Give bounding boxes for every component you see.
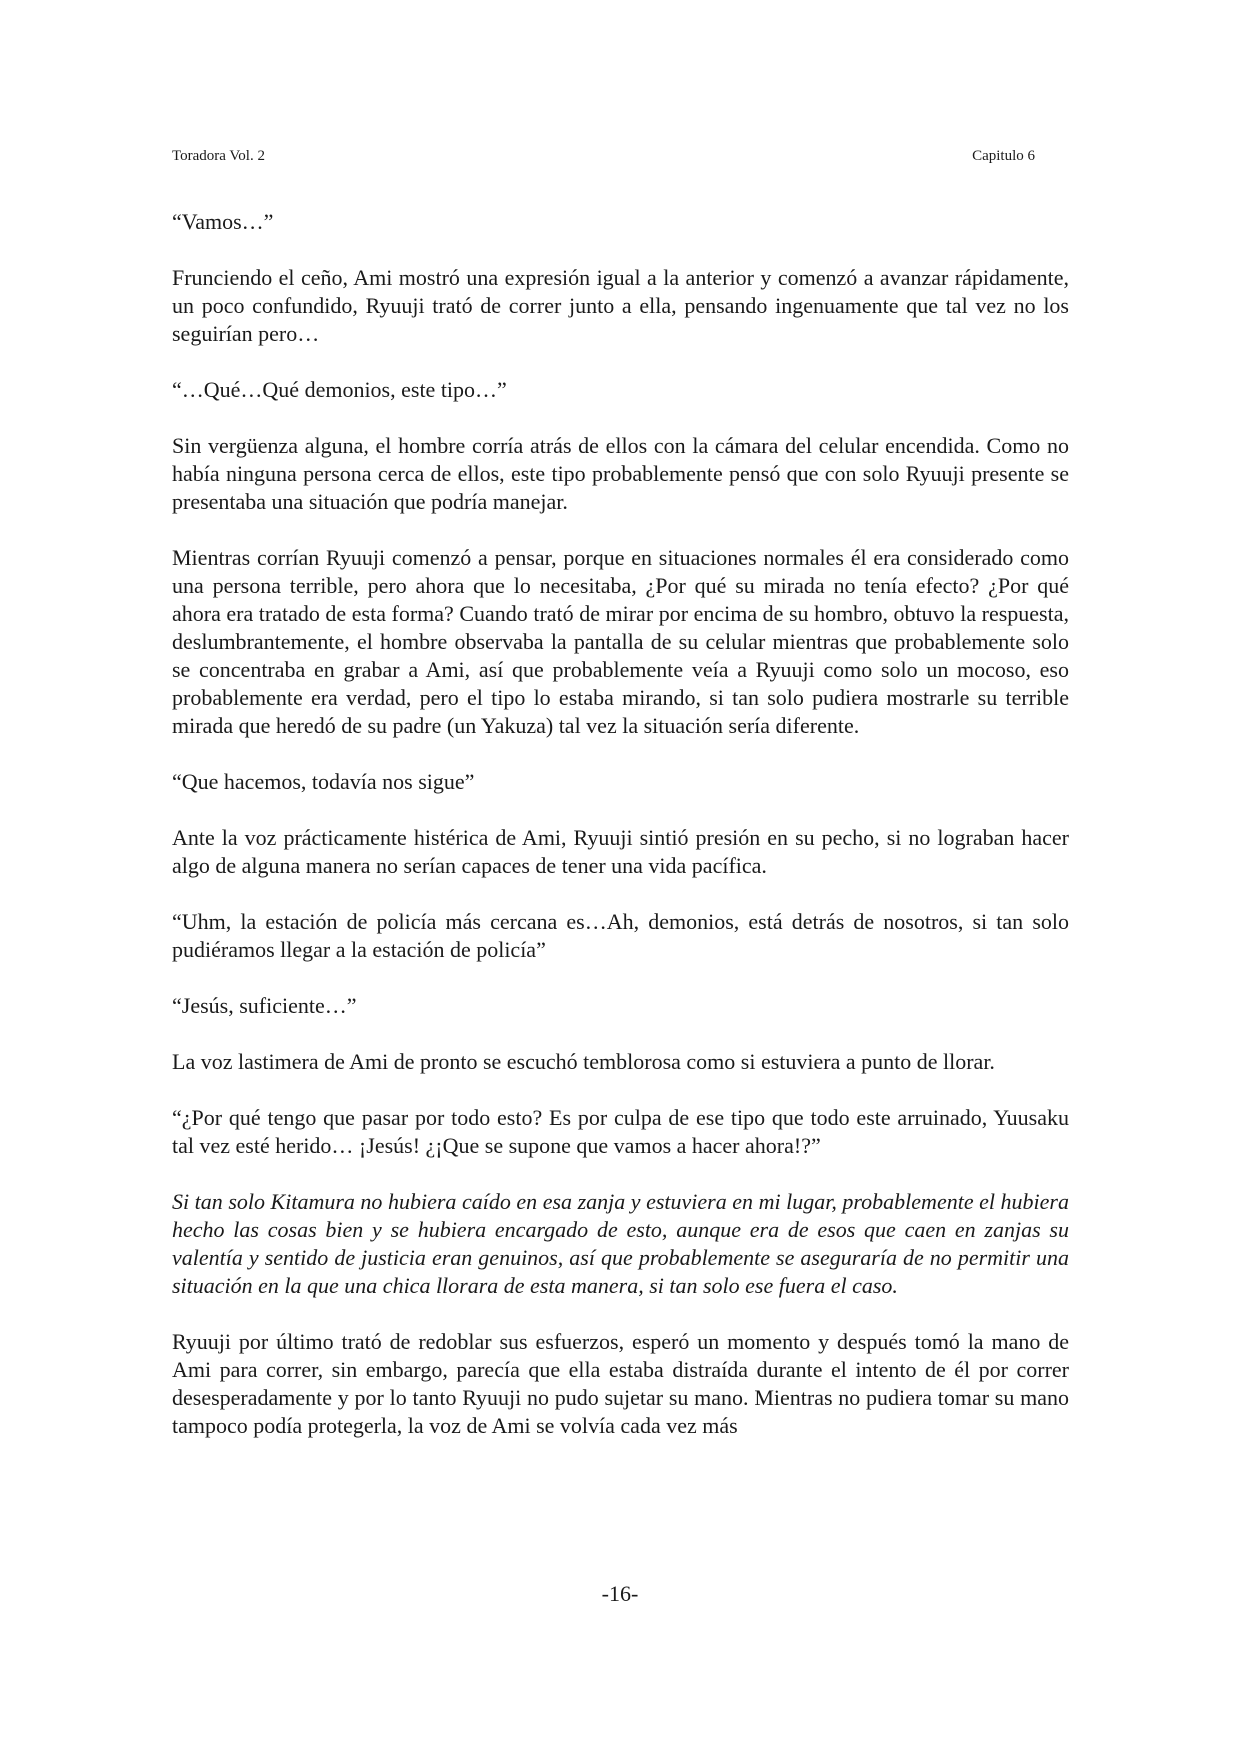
- header-book-title: Toradora Vol. 2: [172, 148, 265, 164]
- paragraph: “Jesús, suficiente…”: [172, 993, 357, 1018]
- running-header: [172, 147, 1035, 165]
- paragraph: “Uhm, la estación de policía más cercana es…Ah, demonios, está detrás de nosotros, si tan solo pudiéramos llegar a la estación de policía”: [172, 909, 1069, 962]
- paragraph: “Vamos…”: [172, 209, 274, 234]
- header-chapter: Capitulo 6: [972, 148, 1035, 164]
- italic-inner-monologue: Si tan solo Kitamura no hubiera caído en esa zanja y estuviera en mi lugar, probablemente el hubiera hecho las cosas bien y se hubiera encargado de esto, aunque era de esos que caen en zanjas su valentía y sentido de justicia eran genuinos, así que probablemente se aseguraría de no permitir una situación en la que una chica llorara de esta manera, si tan solo ese fuera el caso.: [172, 1189, 1069, 1298]
- paragraph: Ante la voz prácticamente histérica de Ami, Ryuuji sintió presión en su pecho, si no lograban hacer algo de alguna manera no serían capaces de tener una vida pacífica.: [172, 825, 1069, 878]
- paragraph: Mientras corrían Ryuuji comenzó a pensar, porque en situaciones normales él era considerado como una persona terrible, pero ahora que lo necesitaba, ¿Por qué su mirada no tenía efecto? ¿Por qué ahora era tratado de esta forma? Cuando trató de mirar por encima de su hombro, obtuvo la respuesta, deslumbrantemente, el hombre observaba la pantalla de su celular mientras que probablemente solo se concentraba en grabar a Ami, así que probablemente veía a Ryuuji como solo un mocoso, eso probablemente era verdad, pero el tipo lo estaba mirando, si tan solo pudiera mostrarle su terrible mirada que heredó de su padre (un Yakuza) tal vez la situación sería diferente.: [172, 545, 1069, 738]
- paragraph: “¿Por qué tengo que pasar por todo esto? Es por culpa de ese tipo que todo este arruinado, Yuusaku tal vez esté herido… ¡Jesús! ¿¡Que se supone que vamos a hacer ahora!?”: [172, 1105, 1069, 1158]
- paragraph: Ryuuji por último trató de redoblar sus esfuerzos, esperó un momento y después tomó la mano de Ami para correr, sin embargo, parecía que ella estaba distraída durante el intento de él por correr desesperadamente y por lo tanto Ryuuji no pudo sujetar su mano. Mientras no pudiera tomar su mano tampoco podía protegerla, la voz de Ami se volvía cada vez más: [172, 1329, 1069, 1438]
- chapter-body: [172, 208, 1069, 1440]
- paragraph: “Que hacemos, todavía nos sigue”: [172, 769, 475, 794]
- paragraph: La voz lastimera de Ami de pronto se escuchó temblorosa como si estuviera a punto de llorar.: [172, 1049, 995, 1074]
- page-number: -16-: [601, 1581, 639, 1606]
- paragraph: Frunciendo el ceño, Ami mostró una expresión igual a la anterior y comenzó a avanzar rápidamente, un poco confundido, Ryuuji trató de correr junto a ella, pensando ingenuamente que tal vez no los seguirían pero…: [172, 265, 1069, 346]
- paragraph: “…Qué…Qué demonios, este tipo…”: [172, 377, 507, 402]
- paragraph: Sin vergüenza alguna, el hombre corría atrás de ellos con la cámara del celular encendida. Como no había ninguna persona cerca de ellos, este tipo probablemente pensó que con solo Ryuuji presente se presentaba una situación que podría manejar.: [172, 433, 1069, 514]
